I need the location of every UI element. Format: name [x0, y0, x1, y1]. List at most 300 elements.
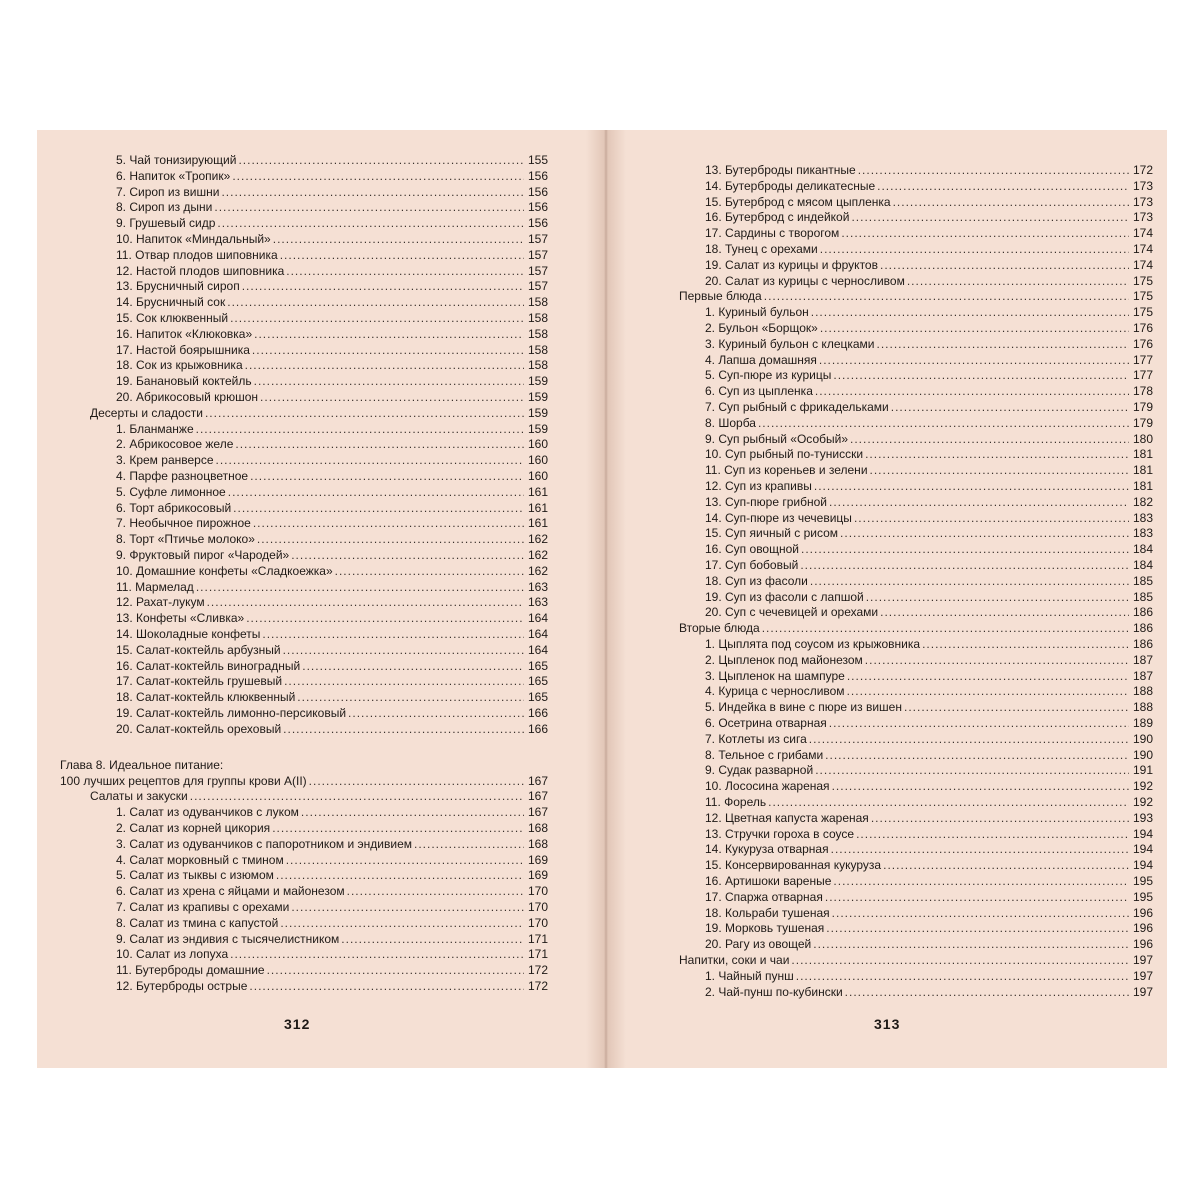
toc-dot-leader [832, 778, 1129, 794]
toc-dot-leader [850, 431, 1129, 447]
toc-entry-title: 13. Суп-пюре грибной [705, 494, 827, 509]
toc-entry-page: 162 [527, 532, 548, 547]
toc-entry [116, 515, 548, 531]
toc-entry [116, 915, 548, 931]
toc-dot-leader [851, 209, 1129, 225]
toc-entry [705, 810, 1153, 826]
toc-entry-page: 181 [1132, 447, 1153, 462]
toc-entry-title: 8. Тельное с грибами [705, 747, 824, 762]
toc-entry-page: 156 [527, 168, 548, 183]
toc-dot-leader [814, 478, 1129, 494]
toc-dot-leader [262, 626, 524, 642]
toc-dot-leader [825, 747, 1129, 763]
toc-entry [705, 241, 1153, 257]
toc-dot-leader [810, 573, 1129, 589]
toc-entry-title: 18. Кольраби тушеная [705, 905, 830, 920]
toc-entry-title: 1. Куриный бульон [705, 305, 809, 320]
toc-dot-leader [865, 446, 1129, 462]
toc-entry-title: 3. Куриный бульон с клецками [705, 336, 875, 351]
toc-dot-leader [250, 468, 524, 484]
toc-entry [116, 484, 548, 500]
toc-entry-title: 20. Салат из курицы с черносливом [705, 273, 905, 288]
toc-dot-leader [245, 357, 524, 373]
toc-entry-page: 187 [1132, 652, 1153, 667]
toc-entry-title: 15. Суп яичный с рисом [705, 526, 839, 541]
toc-entry-title: 1. Цыплята под соусом из крыжовника [705, 637, 921, 651]
toc-entry [705, 699, 1153, 715]
toc-entry [116, 931, 548, 947]
toc-entry [705, 857, 1153, 873]
toc-dot-leader [815, 762, 1129, 778]
toc-dot-leader [800, 557, 1129, 573]
toc-entry-page: 169 [527, 852, 548, 867]
toc-entry-page: 160 [527, 437, 548, 452]
toc-entry-title: 14. Кукуруза отварная [705, 842, 829, 857]
toc-dot-leader [815, 383, 1129, 399]
toc-entry-title: 13. Стручки гороха в соусе [705, 826, 855, 841]
toc-entry-title: 10. Лососина жареная [705, 779, 830, 794]
toc-entry-page: 172 [527, 963, 548, 978]
toc-entry-page: 161 [527, 484, 548, 499]
toc-entry-page: 182 [1132, 494, 1153, 509]
toc-dot-leader [904, 699, 1129, 715]
chapter-heading: Глава 8. Идеальное питание: [60, 757, 224, 772]
toc-dot-leader [254, 326, 524, 342]
toc-entry [705, 841, 1153, 857]
toc-entry [116, 168, 548, 184]
toc-entry [116, 705, 548, 721]
toc-entry [705, 968, 1153, 984]
toc-dot-leader [854, 510, 1129, 526]
toc-entry-page: 187 [1132, 668, 1153, 683]
toc-dot-leader [883, 857, 1129, 873]
toc-entry-title: 6. Салат из хрена с яйцами и майонезом [116, 884, 345, 899]
toc-entry-title: 9. Судак разварной [705, 763, 814, 778]
toc-dot-leader [190, 788, 524, 804]
toc-entry-page: 180 [1132, 431, 1153, 446]
toc-dot-leader [762, 620, 1129, 636]
toc-entry-title: 10. Домашние конфеты «Сладкоежка» [116, 563, 333, 578]
toc-entry [705, 194, 1153, 210]
toc-entry-page: 167 [527, 789, 548, 804]
toc-dot-leader [253, 515, 524, 531]
toc-dot-leader [254, 373, 524, 389]
toc-entry-title: 7. Котлеты из сига [705, 731, 807, 746]
toc-entry-page: 164 [527, 627, 548, 641]
toc-entry-title: 13. Конфеты «Сливка» [116, 611, 245, 626]
toc-entry-page: 165 [527, 658, 548, 673]
toc-entry-title: 7. Салат из крапивы с орехами [116, 900, 290, 914]
toc-dot-leader [880, 257, 1129, 273]
toc-dot-leader [196, 579, 524, 595]
toc-entry-title: 7. Сироп из вишни [116, 184, 220, 199]
toc-dot-leader [877, 178, 1129, 194]
toc-entry-title: 2. Чай-пунш по-кубински [705, 984, 843, 999]
toc-entry-page: 186 [1132, 605, 1153, 620]
toc-entry [116, 978, 548, 994]
toc-entry-title: 16. Салат-коктейль виноградный [116, 658, 301, 673]
toc-entry-page: 159 [527, 390, 548, 404]
toc-dot-leader [833, 873, 1129, 889]
toc-entry [705, 589, 1153, 605]
toc-entry-title: 18. Суп из фасоли [705, 573, 808, 588]
toc-entry [116, 804, 548, 820]
toc-dot-leader [297, 689, 524, 705]
toc-dot-leader [870, 462, 1129, 478]
toc-entry [116, 946, 548, 962]
toc-dot-leader [796, 968, 1129, 984]
toc-entry-page: 172 [1132, 163, 1153, 177]
toc-entry-page: 169 [527, 868, 548, 883]
toc-dot-leader [286, 852, 524, 868]
toc-entry-title: 2. Абрикосовое желе [116, 437, 234, 452]
toc-entry [705, 683, 1153, 699]
toc-dot-leader [832, 905, 1129, 921]
toc-entry-page: 166 [527, 721, 548, 736]
toc-entry-title: 15. Салат-коктейль арбузный [116, 642, 281, 657]
toc-entry-title: 6. Напиток «Тропик» [116, 168, 231, 183]
toc-entry [705, 762, 1153, 778]
toc-entry-title: 16. Артишоки вареные [705, 874, 832, 888]
toc-entry [116, 500, 548, 516]
toc-dot-leader [252, 342, 524, 358]
toc-entry [116, 626, 548, 642]
toc-entry-title: 17. Салат-коктейль грушевый [116, 674, 283, 689]
toc-dot-leader [856, 826, 1129, 842]
toc-entry-title: 20. Абрикосовый крюшон [116, 390, 259, 404]
toc-dot-leader [217, 215, 524, 231]
toc-dot-leader [907, 273, 1129, 289]
toc-entry-page: 179 [1132, 415, 1153, 430]
toc-entry-page: 195 [1132, 889, 1153, 904]
toc-dot-leader [291, 899, 524, 915]
toc-entry-title: 1. Бланманже [116, 421, 194, 436]
toc-entry-title: 11. Отвар плодов шиповника [116, 247, 278, 262]
toc-dot-leader [309, 773, 524, 789]
toc-entry [116, 278, 548, 294]
toc-entry [705, 336, 1153, 352]
toc-entry [116, 594, 548, 610]
toc-entry [116, 468, 548, 484]
toc-entry-title: 9. Салат из эндивия с тысячелистником [116, 931, 340, 946]
toc-entry-page: 159 [527, 405, 548, 420]
toc-dot-leader [764, 288, 1129, 304]
toc-entry-title: 3. Цыпленок на шампуре [705, 668, 845, 683]
toc-dot-leader [301, 804, 524, 820]
toc-dot-leader [819, 352, 1129, 368]
toc-entry [705, 747, 1153, 763]
toc-dot-leader [768, 794, 1129, 810]
toc-entry-page: 197 [1132, 984, 1153, 999]
toc-entry [116, 199, 548, 215]
toc-entry [705, 636, 1153, 652]
toc-entry-page: 188 [1132, 700, 1153, 715]
toc-entry-title: 19. Салат из курицы и фруктов [705, 257, 878, 272]
toc-entry [116, 820, 548, 836]
page-number-left: 312 [284, 1016, 311, 1032]
toc-dot-leader [335, 563, 524, 579]
toc-dot-leader [841, 225, 1129, 241]
toc-entry [60, 773, 548, 789]
toc-dot-leader [283, 642, 524, 658]
toc-entry [90, 405, 548, 421]
toc-dot-leader [813, 936, 1129, 952]
toc-entry-title: 13. Бутерброды пикантные [705, 163, 856, 177]
toc-entry [705, 399, 1153, 415]
toc-dot-leader [829, 715, 1129, 731]
toc-entry-title: Напитки, соки и чаи [679, 953, 790, 967]
toc-entry-title: 2. Салат из корней цикория [116, 821, 271, 835]
toc-entry-title: 5. Индейка в вине с пюре из вишен [705, 700, 902, 715]
toc-entry-page: 161 [527, 500, 548, 515]
toc-entry-title: 10. Суп рыбный по-тунисски [705, 447, 864, 462]
toc-dot-leader [809, 731, 1129, 747]
toc-entry-title: 20. Рагу из овощей [705, 937, 812, 952]
toc-entry-page: 183 [1132, 526, 1153, 541]
toc-entry [705, 209, 1153, 225]
toc-entry-title: 15. Консервированная кукуруза [705, 858, 882, 873]
toc-entry-title: 11. Суп из кореньев и зелени [705, 463, 868, 478]
toc-entry-page: 162 [527, 563, 548, 578]
toc-entry-page: 166 [527, 706, 548, 720]
toc-dot-leader [758, 415, 1129, 431]
toc-entry-title: 19. Суп из фасоли с лапшой [705, 589, 864, 604]
toc-entry-page: 172 [527, 979, 548, 993]
toc-entry-title: 12. Бутерброды острые [116, 979, 248, 993]
toc-entry [705, 889, 1153, 905]
toc-entry-title: 6. Торт абрикосовый [116, 500, 232, 515]
toc-entry-title: 13. Брусничный сироп [116, 279, 240, 294]
toc-entry-page: 181 [1132, 479, 1153, 493]
book-spread [37, 130, 1167, 1068]
toc-entry-title: 19. Морковь тушеная [705, 921, 825, 936]
toc-entry-page: 177 [1132, 352, 1153, 367]
toc-entry [116, 899, 548, 915]
toc-dot-leader [257, 531, 524, 547]
toc-entry [679, 952, 1153, 968]
toc-entry-title: 16. Бутерброд с индейкой [705, 210, 850, 225]
toc-dot-leader [233, 500, 524, 516]
toc-entry-page: 170 [527, 884, 548, 899]
toc-entry [705, 668, 1153, 684]
toc-entry-page: 196 [1132, 905, 1153, 920]
toc-entry-page: 170 [527, 915, 548, 930]
toc-dot-leader [866, 589, 1129, 605]
toc-entry [705, 225, 1153, 241]
toc-entry [116, 867, 548, 883]
toc-entry [116, 962, 548, 978]
toc-entry-page: 171 [527, 931, 548, 946]
toc-entry-page: 159 [527, 421, 548, 436]
toc-entry-title: 9. Суп рыбный «Особый» [705, 431, 848, 446]
toc-entry-page: 158 [527, 295, 548, 310]
toc-entry-page: 190 [1132, 747, 1153, 762]
toc-entry [705, 431, 1153, 447]
toc-entry-title: 5. Суп-пюре из курицы [705, 368, 832, 383]
toc-dot-leader [801, 541, 1129, 557]
toc-dot-leader [847, 668, 1129, 684]
toc-entry-title: 12. Суп из крапивы [705, 479, 812, 493]
toc-dot-leader [260, 389, 524, 405]
toc-entry-page: 158 [527, 358, 548, 373]
toc-entry-title: 15. Бутерброд с мясом цыпленка [705, 194, 891, 209]
toc-dot-leader [840, 525, 1129, 541]
toc-entry-page: 161 [527, 516, 548, 531]
toc-entry-title: 100 лучших рецептов для группы крови А(II) [60, 773, 307, 788]
toc-entry [116, 184, 548, 200]
toc-entry-title: 8. Сироп из дыни [116, 200, 213, 215]
toc-entry [705, 920, 1153, 936]
toc-entry [116, 436, 548, 452]
toc-entry-page: 194 [1132, 842, 1153, 857]
toc-entry-page: 186 [1132, 637, 1153, 651]
toc-entry-title: 2. Цыпленок под майонезом [705, 652, 863, 667]
toc-dot-leader [272, 820, 524, 836]
toc-entry-page: 188 [1132, 684, 1153, 699]
toc-entry [116, 152, 548, 168]
toc-dot-leader [865, 652, 1129, 668]
toc-entry [705, 778, 1153, 794]
toc-entry [705, 826, 1153, 842]
toc-entry-title: 14. Бутерброды деликатесные [705, 178, 876, 193]
toc-dot-leader [880, 604, 1129, 620]
toc-entry-page: 195 [1132, 874, 1153, 888]
toc-dot-leader [232, 168, 524, 184]
toc-entry [116, 452, 548, 468]
toc-entry-page: 163 [527, 579, 548, 594]
toc-entry [705, 162, 1153, 178]
toc-entry-page: 181 [1132, 463, 1153, 478]
toc-entry [116, 531, 548, 547]
toc-dot-leader [286, 263, 524, 279]
toc-entry-page: 165 [527, 690, 548, 705]
toc-entry [705, 415, 1153, 431]
toc-dot-leader [820, 320, 1129, 336]
toc-entry-page: 168 [527, 821, 548, 835]
toc-dot-leader [845, 984, 1129, 1000]
toc-entry [705, 462, 1153, 478]
toc-entry-page: 174 [1132, 226, 1153, 241]
toc-entry-page: 197 [1132, 953, 1153, 967]
toc-entry [116, 658, 548, 674]
toc-dot-leader [216, 452, 525, 468]
toc-entry [705, 984, 1153, 1000]
toc-entry-title: 8. Салат из тмина с капустой [116, 915, 279, 930]
toc-entry-page: 196 [1132, 937, 1153, 952]
toc-entry-title: 11. Форель [705, 795, 767, 809]
toc-entry-page: 174 [1132, 257, 1153, 272]
toc-entry-title: 1. Чайный пунш [705, 968, 794, 983]
toc-entry-title: 6. Суп из цыпленка [705, 384, 813, 399]
toc-entry [116, 421, 548, 437]
toc-dot-leader [283, 721, 524, 737]
toc-entry-page: 163 [527, 595, 548, 610]
toc-entry [705, 873, 1153, 889]
toc-entry [705, 352, 1153, 368]
toc-entry [116, 310, 548, 326]
toc-entry-title: 4. Курица с черносливом [705, 684, 845, 699]
toc-entry-title: 12. Настой плодов шиповника [116, 263, 285, 278]
toc-entry [705, 446, 1153, 462]
toc-entry [116, 547, 548, 563]
toc-entry-title: 2. Бульон «Борщок» [705, 321, 818, 335]
toc-dot-leader [291, 547, 524, 563]
toc-entry [116, 263, 548, 279]
toc-entry-title: 7. Необычное пирожное [116, 516, 251, 531]
toc-dot-leader [922, 636, 1129, 652]
toc-entry-page: 155 [527, 153, 548, 167]
toc-dot-leader [205, 405, 524, 421]
toc-dot-leader [249, 978, 524, 994]
toc-entry-page: 178 [1132, 384, 1153, 399]
toc-entry [116, 357, 548, 373]
toc-entry [705, 510, 1153, 526]
toc-entry-page: 162 [527, 548, 548, 562]
toc-entry-page: 185 [1132, 589, 1153, 604]
toc-entry-title: 17. Сардины с творогом [705, 226, 840, 241]
toc-dot-leader [302, 658, 524, 674]
toc-entry-page: 168 [527, 836, 548, 851]
toc-entry-title: 19. Салат-коктейль лимонно-персиковый [116, 706, 347, 720]
toc-entry [116, 610, 548, 626]
toc-entry-page: 173 [1132, 178, 1153, 193]
toc-entry-title: 15. Сок клюквенный [116, 311, 229, 325]
toc-entry [705, 794, 1153, 810]
toc-entry-title: 18. Тунец с орехами [705, 242, 818, 256]
toc-entry [705, 936, 1153, 952]
toc-entry-page: 157 [527, 263, 548, 278]
toc-entry-title: Вторые блюда [679, 621, 760, 636]
toc-dot-leader [280, 915, 524, 931]
toc-entry [705, 525, 1153, 541]
toc-entry-title: 17. Настой боярышника [116, 342, 250, 357]
toc-entry-title: 4. Салат морковный с тмином [116, 852, 284, 867]
toc-entry-page: 156 [527, 184, 548, 199]
toc-entry-page: 156 [527, 200, 548, 215]
toc-entry [705, 604, 1153, 620]
toc-entry [116, 579, 548, 595]
toc-entry-page: 194 [1132, 826, 1153, 841]
toc-entry [116, 721, 548, 737]
toc-entry-page: 196 [1132, 921, 1153, 936]
toc-entry-page: 170 [527, 900, 548, 914]
toc-entry [116, 836, 548, 852]
toc-entry-page: 189 [1132, 716, 1153, 730]
toc-entry-page: 179 [1132, 400, 1153, 414]
toc-entry-title: 18. Салат-коктейль клюквенный [116, 690, 296, 705]
toc-entry [116, 689, 548, 705]
toc-entry-page: 174 [1132, 242, 1153, 256]
toc-dot-leader [831, 841, 1129, 857]
toc-dot-leader [341, 931, 524, 947]
toc-entry-page: 164 [527, 642, 548, 657]
toc-entry-title: 6. Осетрина отварная [705, 716, 827, 730]
toc-entry [705, 541, 1153, 557]
toc-entry-title: 18. Сок из крыжовника [116, 358, 243, 373]
toc-entry [679, 288, 1153, 304]
toc-entry-title: 3. Крем ранверсе [116, 453, 214, 468]
toc-dot-leader [414, 836, 524, 852]
toc-entry-title: 10. Напиток «Миндальный» [116, 232, 271, 246]
toc-entry-page: 192 [1132, 779, 1153, 794]
toc-entry-title: 5. Салат из тыквы с изюмом [116, 868, 274, 883]
toc-entry-page: 175 [1132, 273, 1153, 288]
toc-dot-leader [235, 436, 524, 452]
toc-entry [116, 342, 548, 358]
toc-dot-leader [227, 294, 524, 310]
toc-dot-leader [242, 278, 524, 294]
toc-entry [116, 389, 548, 405]
